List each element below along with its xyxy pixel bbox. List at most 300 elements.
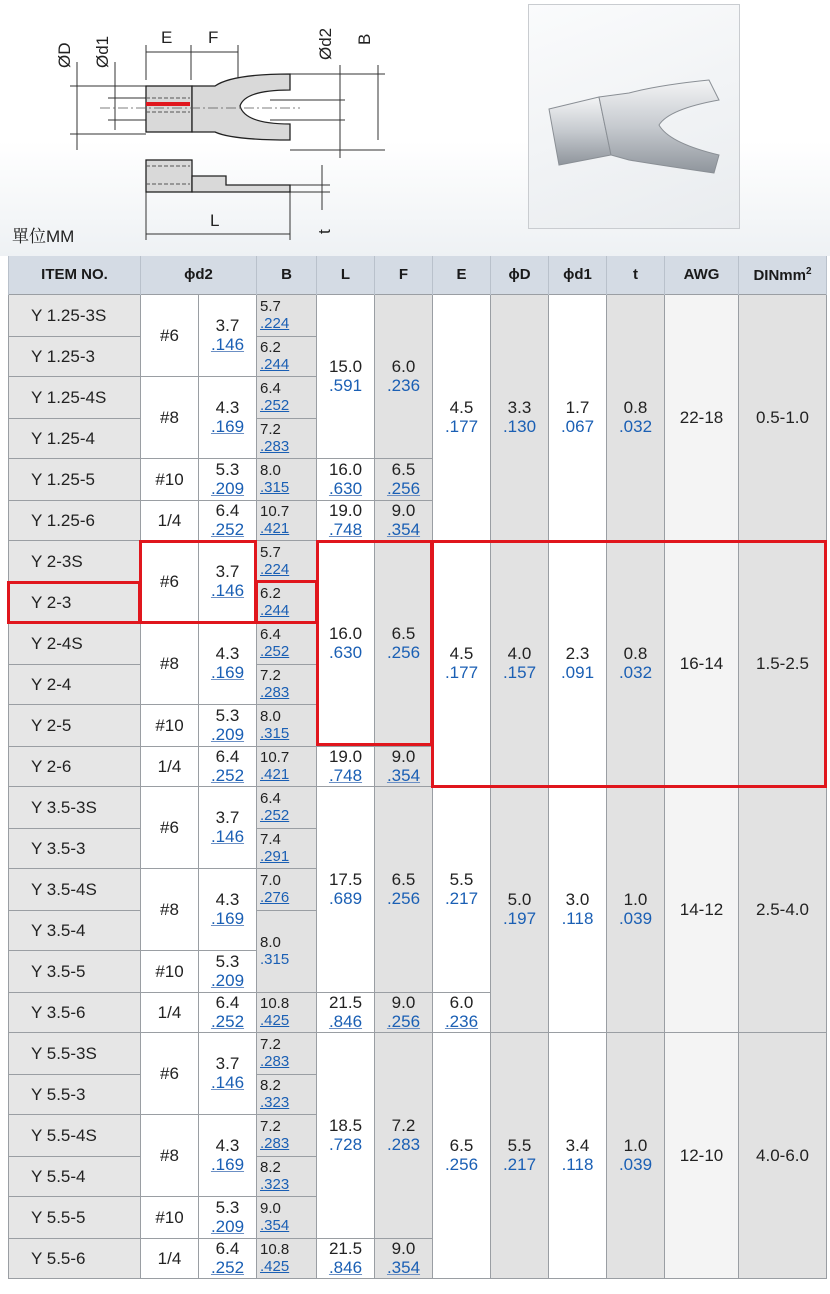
d2-inch: .209 xyxy=(210,725,245,744)
b-mm: 6.2 xyxy=(260,585,281,602)
item-no: Y 5.5-6 xyxy=(9,1238,141,1278)
d2-mm: 5.3 xyxy=(215,1198,240,1217)
item-no: Y 3.5-3 xyxy=(9,828,141,868)
b-mm: 7.4 xyxy=(260,831,281,848)
col-din-label: DINmm xyxy=(753,266,806,284)
F-mm: 9.0 xyxy=(391,501,416,520)
stud-size: #8 xyxy=(141,1114,199,1196)
d2-cell xyxy=(199,1114,257,1196)
F-cell xyxy=(375,1032,433,1238)
din-cell: 1.5-2.5 xyxy=(739,540,827,786)
b-inch: .315 xyxy=(260,725,290,742)
d2-mm: 6.4 xyxy=(215,1239,240,1258)
F-inch: .283 xyxy=(386,1135,421,1154)
F-mm: 9.0 xyxy=(391,747,416,766)
E-inch: .217 xyxy=(444,889,479,908)
d1-cell xyxy=(549,786,607,1032)
L-cell xyxy=(317,746,375,786)
d2-mm: 4.3 xyxy=(215,398,240,417)
d2-inch: .146 xyxy=(210,581,245,600)
item-no: Y 3.5-3S xyxy=(9,786,141,828)
F-inch: .354 xyxy=(386,1258,421,1277)
b-cell xyxy=(257,704,317,746)
F-mm: 9.0 xyxy=(391,1239,416,1258)
stud-size: #10 xyxy=(141,458,199,500)
b-inch: .276 xyxy=(260,889,290,906)
b-inch: .291 xyxy=(260,848,290,865)
b-mm: 8.2 xyxy=(260,1159,281,1176)
d2-mm: 3.7 xyxy=(215,808,240,827)
d1-inch: .118 xyxy=(561,1155,594,1174)
d2-cell xyxy=(199,294,257,376)
b-inch: .224 xyxy=(260,315,290,332)
stud-size: #6 xyxy=(141,1032,199,1114)
L-cell xyxy=(317,294,375,458)
din-cell: 2.5-4.0 xyxy=(739,786,827,1032)
E-cell xyxy=(433,786,491,992)
L-cell xyxy=(317,1032,375,1238)
col-item: ITEM NO. xyxy=(9,256,141,294)
L-cell xyxy=(317,992,375,1032)
item-no: Y 3.5-4 xyxy=(9,910,141,950)
b-inch: .315 xyxy=(260,951,290,968)
L-inch: .630 xyxy=(328,479,363,498)
E-mm: 6.0 xyxy=(449,993,474,1012)
E-mm: 5.5 xyxy=(449,870,474,889)
t-mm: 1.0 xyxy=(623,1136,648,1155)
L-mm: 16.0 xyxy=(328,460,363,479)
L-inch: .748 xyxy=(328,520,363,539)
item-no: Y 5.5-5 xyxy=(9,1196,141,1238)
b-inch: .315 xyxy=(260,479,290,496)
b-inch: .252 xyxy=(260,397,290,414)
F-cell xyxy=(375,786,433,992)
d2-cell xyxy=(199,704,257,746)
b-cell xyxy=(257,336,317,376)
L-mm: 21.5 xyxy=(328,1239,363,1258)
d2-inch: .146 xyxy=(210,827,245,846)
b-mm: 7.2 xyxy=(260,1036,281,1053)
d2-inch: .209 xyxy=(210,479,245,498)
d2-cell xyxy=(199,500,257,540)
D-cell xyxy=(491,294,549,540)
F-mm: 7.2 xyxy=(391,1116,416,1135)
b-mm: 10.8 xyxy=(260,995,290,1012)
d2-cell xyxy=(199,786,257,868)
product-photo xyxy=(528,4,740,229)
t-cell xyxy=(607,540,665,786)
d2-inch: .252 xyxy=(210,766,245,785)
item-no: Y 5.5-3S xyxy=(9,1032,141,1074)
L-inch: .689 xyxy=(328,889,363,908)
stud-size: #8 xyxy=(141,868,199,950)
E-inch: .177 xyxy=(444,417,479,436)
b-cell xyxy=(257,376,317,418)
E-cell xyxy=(433,540,491,786)
E-mm: 4.5 xyxy=(449,398,474,417)
b-mm: 7.2 xyxy=(260,421,281,438)
b-cell xyxy=(257,868,317,910)
unit-label: 單位MM xyxy=(12,227,75,246)
b-mm: 6.2 xyxy=(260,339,281,356)
item-no: Y 1.25-4 xyxy=(9,418,141,458)
b-inch: .252 xyxy=(260,807,290,824)
b-inch: .224 xyxy=(260,561,290,578)
D-cell xyxy=(491,540,549,786)
item-no: Y 1.25-5 xyxy=(9,458,141,500)
stud-size: #10 xyxy=(141,704,199,746)
L-cell xyxy=(317,500,375,540)
col-din-sup: 2 xyxy=(805,265,812,277)
L-inch: .728 xyxy=(328,1135,363,1154)
b-cell xyxy=(257,828,317,868)
E-inch: .177 xyxy=(444,663,479,682)
stud-size: #10 xyxy=(141,950,199,992)
label-phi-d1: Ød1 xyxy=(93,35,112,68)
stud-size: #8 xyxy=(141,622,199,704)
d1-inch: .118 xyxy=(561,909,594,928)
L-mm: 19.0 xyxy=(328,747,363,766)
b-mm: 8.0 xyxy=(260,462,281,479)
col-D: ϕD xyxy=(491,256,549,294)
b-cell xyxy=(257,458,317,500)
item-no: Y 5.5-3 xyxy=(9,1074,141,1114)
d2-mm: 4.3 xyxy=(215,1136,240,1155)
b-cell xyxy=(257,992,317,1032)
d2-mm: 6.4 xyxy=(215,993,240,1012)
d2-inch: .252 xyxy=(210,1012,245,1031)
b-cell xyxy=(257,786,317,828)
d2-inch: .169 xyxy=(210,1155,245,1174)
table-row xyxy=(9,294,827,336)
b-inch: .323 xyxy=(260,1176,290,1193)
L-inch: .748 xyxy=(328,766,363,785)
d2-cell xyxy=(199,622,257,704)
t-inch: .032 xyxy=(618,417,653,436)
awg-cell: 16-14 xyxy=(665,540,739,786)
F-inch: .256 xyxy=(386,643,421,662)
b-mm: 7.2 xyxy=(260,1118,281,1135)
F-inch: .236 xyxy=(386,376,421,395)
label-B: B xyxy=(355,33,374,45)
b-inch: .323 xyxy=(260,1094,290,1111)
E-inch: .256 xyxy=(444,1155,479,1174)
d2-mm: 3.7 xyxy=(215,1054,240,1073)
L-inch: .591 xyxy=(328,376,363,395)
stud-size: #10 xyxy=(141,1196,199,1238)
header-area xyxy=(0,0,830,256)
d2-inch: .252 xyxy=(210,520,245,539)
d1-mm: 3.4 xyxy=(565,1136,590,1155)
col-t: t xyxy=(607,256,665,294)
E-mm: 4.5 xyxy=(449,644,474,663)
b-mm: 8.0 xyxy=(260,708,281,725)
label-F: F xyxy=(208,28,219,47)
spade-terminal-icon xyxy=(529,5,741,230)
b-mm: 7.2 xyxy=(260,667,281,684)
d2-mm: 5.3 xyxy=(215,952,240,971)
din-cell: 4.0-6.0 xyxy=(739,1032,827,1278)
table-row xyxy=(9,540,827,582)
D-cell xyxy=(491,1032,549,1278)
stud-size: #6 xyxy=(141,540,199,622)
D-inch: .157 xyxy=(502,663,537,682)
L-mm: 18.5 xyxy=(328,1116,363,1135)
b-cell xyxy=(257,1032,317,1074)
F-cell xyxy=(375,746,433,786)
L-cell xyxy=(317,1238,375,1278)
b-inch: .283 xyxy=(260,438,290,455)
col-awg: AWG xyxy=(665,256,739,294)
F-cell xyxy=(375,500,433,540)
d2-mm: 4.3 xyxy=(215,890,240,909)
b-mm: 6.4 xyxy=(260,790,281,807)
L-mm: 21.5 xyxy=(328,993,363,1012)
D-mm: 5.0 xyxy=(507,890,532,909)
F-mm: 9.0 xyxy=(391,993,416,1012)
b-inch: .283 xyxy=(260,684,290,701)
stud-size: #6 xyxy=(141,294,199,376)
b-mm: 9.0 xyxy=(260,1200,281,1217)
col-d2: ϕd2 xyxy=(141,256,257,294)
F-mm: 6.5 xyxy=(391,870,416,889)
col-din xyxy=(739,256,827,294)
item-no: Y 2-4S xyxy=(9,622,141,664)
b-mm: 7.0 xyxy=(260,872,281,889)
b-cell xyxy=(257,1156,317,1196)
d2-cell xyxy=(199,950,257,992)
table-row xyxy=(9,1032,827,1074)
d2-inch: .169 xyxy=(210,417,245,436)
item-no: Y 3.5-6 xyxy=(9,992,141,1032)
item-no: Y 2-5 xyxy=(9,704,141,746)
d2-mm: 3.7 xyxy=(215,316,240,335)
d2-cell xyxy=(199,1238,257,1278)
item-no: Y 2-3 xyxy=(9,582,141,622)
L-cell xyxy=(317,458,375,500)
F-mm: 6.5 xyxy=(391,460,416,479)
stud-size: 1/4 xyxy=(141,1238,199,1278)
t-mm: 0.8 xyxy=(623,644,648,663)
F-cell xyxy=(375,540,433,746)
stud-size: #8 xyxy=(141,376,199,458)
d2-cell xyxy=(199,376,257,458)
D-cell xyxy=(491,786,549,1032)
L-mm: 16.0 xyxy=(328,624,363,643)
F-cell xyxy=(375,992,433,1032)
col-B: B xyxy=(257,256,317,294)
b-inch: .354 xyxy=(260,1217,290,1234)
E-mm: 6.5 xyxy=(449,1136,474,1155)
b-cell xyxy=(257,1238,317,1278)
spec-table xyxy=(8,256,827,1279)
b-cell xyxy=(257,664,317,704)
b-inch: .421 xyxy=(260,766,290,783)
d1-mm: 2.3 xyxy=(565,644,590,663)
b-inch: .244 xyxy=(260,602,290,619)
col-d1: ϕd1 xyxy=(549,256,607,294)
awg-cell: 14-12 xyxy=(665,786,739,1032)
D-inch: .217 xyxy=(502,1155,537,1174)
item-no: Y 2-6 xyxy=(9,746,141,786)
F-inch: .256 xyxy=(386,889,421,908)
d2-mm: 3.7 xyxy=(215,562,240,581)
F-mm: 6.5 xyxy=(391,624,416,643)
d2-mm: 5.3 xyxy=(215,460,240,479)
F-inch: .256 xyxy=(386,479,421,498)
d2-inch: .252 xyxy=(210,1258,245,1277)
b-cell xyxy=(257,294,317,336)
awg-cell: 22-18 xyxy=(665,294,739,540)
label-phi-d2: Ød2 xyxy=(316,27,335,60)
d2-cell xyxy=(199,992,257,1032)
L-mm: 17.5 xyxy=(328,870,363,889)
item-no: Y 1.25-3 xyxy=(9,336,141,376)
F-mm: 6.0 xyxy=(391,357,416,376)
F-inch: .256 xyxy=(386,1012,421,1031)
D-mm: 5.5 xyxy=(507,1136,532,1155)
L-mm: 15.0 xyxy=(328,357,363,376)
d2-inch: .209 xyxy=(210,1217,245,1236)
b-inch: .425 xyxy=(260,1012,290,1029)
stud-size: #6 xyxy=(141,786,199,868)
d2-mm: 5.3 xyxy=(215,706,240,725)
b-cell xyxy=(257,1114,317,1156)
b-cell xyxy=(257,418,317,458)
b-mm: 10.7 xyxy=(260,503,290,520)
col-F: F xyxy=(375,256,433,294)
b-mm: 8.2 xyxy=(260,1077,281,1094)
L-cell xyxy=(317,540,375,746)
b-mm: 10.7 xyxy=(260,749,290,766)
label-phi-D: ØD xyxy=(55,42,74,68)
b-cell xyxy=(257,910,317,992)
t-inch: .032 xyxy=(618,663,653,682)
L-inch: .846 xyxy=(328,1258,363,1277)
F-inch: .354 xyxy=(386,520,421,539)
header-row xyxy=(9,256,827,294)
item-no: Y 1.25-4S xyxy=(9,376,141,418)
d2-cell xyxy=(199,1032,257,1114)
item-no: Y 5.5-4 xyxy=(9,1156,141,1196)
t-cell xyxy=(607,294,665,540)
col-E: E xyxy=(433,256,491,294)
b-mm: 8.0 xyxy=(260,934,281,951)
F-cell xyxy=(375,294,433,458)
din-cell: 0.5-1.0 xyxy=(739,294,827,540)
t-inch: .039 xyxy=(618,1155,653,1174)
b-mm: 6.4 xyxy=(260,380,281,397)
D-inch: .197 xyxy=(502,909,537,928)
t-cell xyxy=(607,1032,665,1278)
b-cell xyxy=(257,540,317,582)
E-cell xyxy=(433,992,491,1032)
stud-size: 1/4 xyxy=(141,746,199,786)
b-cell xyxy=(257,1074,317,1114)
b-inch: .252 xyxy=(260,643,290,660)
d2-mm: 4.3 xyxy=(215,644,240,663)
b-inch: .283 xyxy=(260,1053,290,1070)
b-inch: .244 xyxy=(260,356,290,373)
label-L: L xyxy=(210,211,220,230)
F-cell xyxy=(375,1238,433,1278)
label-t: t xyxy=(315,229,334,234)
b-mm: 5.7 xyxy=(260,544,281,561)
d2-inch: .169 xyxy=(210,663,245,682)
D-inch: .130 xyxy=(502,417,537,436)
dimension-diagram xyxy=(0,0,520,240)
stud-size: 1/4 xyxy=(141,992,199,1032)
item-no: Y 5.5-4S xyxy=(9,1114,141,1156)
item-no: Y 3.5-5 xyxy=(9,950,141,992)
d2-mm: 6.4 xyxy=(215,747,240,766)
L-cell xyxy=(317,786,375,992)
E-inch: .236 xyxy=(444,1012,479,1031)
stud-size: 1/4 xyxy=(141,500,199,540)
b-cell xyxy=(257,622,317,664)
d2-mm: 6.4 xyxy=(215,501,240,520)
d2-cell xyxy=(199,540,257,622)
item-no: Y 2-3S xyxy=(9,540,141,582)
label-E: E xyxy=(161,28,173,47)
b-cell xyxy=(257,582,317,622)
d1-inch: .091 xyxy=(560,663,595,682)
b-cell xyxy=(257,500,317,540)
d2-inch: .169 xyxy=(210,909,245,928)
D-mm: 4.0 xyxy=(507,644,532,663)
E-cell xyxy=(433,1032,491,1278)
t-inch: .039 xyxy=(618,909,653,928)
b-inch: .283 xyxy=(260,1135,290,1152)
L-inch: .846 xyxy=(328,1012,363,1031)
D-mm: 3.3 xyxy=(507,398,532,417)
F-cell xyxy=(375,458,433,500)
awg-cell: 12-10 xyxy=(665,1032,739,1278)
d2-cell xyxy=(199,868,257,950)
item-no: Y 1.25-3S xyxy=(9,294,141,336)
d2-cell xyxy=(199,746,257,786)
t-cell xyxy=(607,786,665,1032)
b-cell xyxy=(257,1196,317,1238)
F-inch: .354 xyxy=(386,766,421,785)
d1-inch: .067 xyxy=(560,417,595,436)
d1-cell xyxy=(549,1032,607,1278)
b-inch: .421 xyxy=(260,520,290,537)
t-mm: 0.8 xyxy=(623,398,648,417)
E-cell xyxy=(433,294,491,540)
d2-cell xyxy=(199,1196,257,1238)
d2-cell xyxy=(199,458,257,500)
t-mm: 1.0 xyxy=(623,890,648,909)
d2-inch: .209 xyxy=(210,971,245,990)
item-no: Y 2-4 xyxy=(9,664,141,704)
b-inch: .425 xyxy=(260,1258,290,1275)
b-cell xyxy=(257,746,317,786)
b-mm: 5.7 xyxy=(260,298,281,315)
d1-cell xyxy=(549,540,607,786)
b-mm: 10.8 xyxy=(260,1241,290,1258)
d1-mm: 1.7 xyxy=(565,398,590,417)
d1-mm: 3.0 xyxy=(565,890,590,909)
item-no: Y 1.25-6 xyxy=(9,500,141,540)
b-mm: 6.4 xyxy=(260,626,281,643)
L-inch: .630 xyxy=(328,643,363,662)
table-row xyxy=(9,786,827,828)
d2-inch: .146 xyxy=(210,335,245,354)
item-no: Y 3.5-4S xyxy=(9,868,141,910)
d2-inch: .146 xyxy=(210,1073,245,1092)
d1-cell xyxy=(549,294,607,540)
